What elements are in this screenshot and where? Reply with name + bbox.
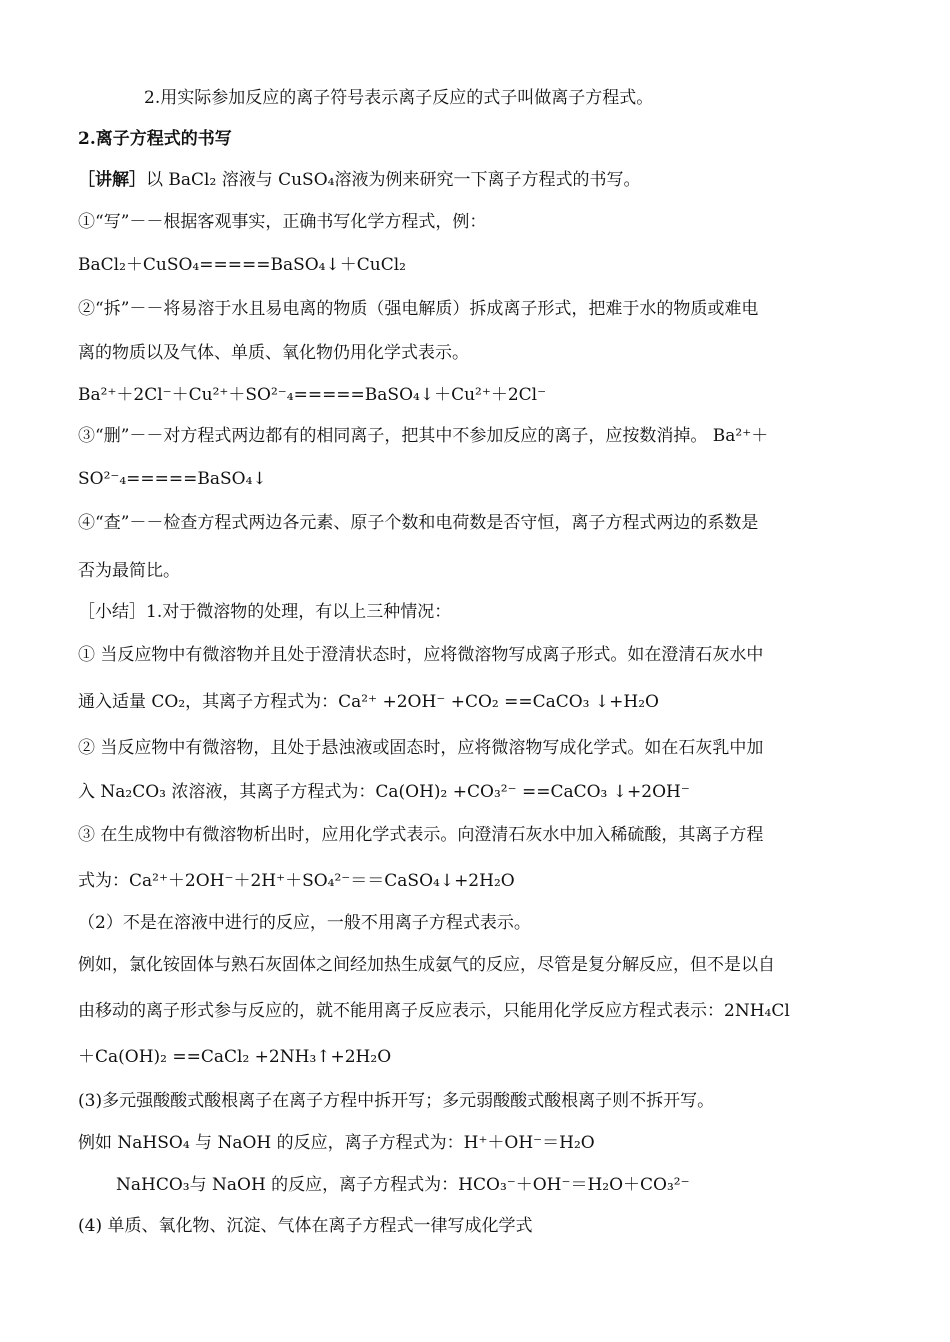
equation-line: 入 Na₂CO₃ 浓溶液，其离子方程式为：Ca(OH)₂ +CO₃²⁻ ==CaCO₃ ↓+2OH⁻ <box>78 782 690 802</box>
section-heading: 2.离子方程式的书写 <box>78 129 232 149</box>
text-line: 否为最简比。 <box>78 561 180 581</box>
equation-line: 通入适量 CO₂，其离子方程式为：Ca²⁺ +2OH⁻ +CO₂ ==CaCO₃ ↓+H₂O <box>78 692 659 712</box>
text-line: ② 当反应物中有微溶物，且处于悬浊液或固态时，应将微溶物写成化学式。如在石灰乳中加 <box>78 738 764 758</box>
equation-line: 例如 NaHSO₄ 与 NaOH 的反应，离子方程式为：H⁺＋OH⁻＝H₂O <box>78 1133 595 1153</box>
text-line: 例如，氯化铵固体与熟石灰固体之间经加热生成氨气的反应，尽管是复分解反应，但不是以自 <box>78 955 775 975</box>
text-line: ①“写”－－根据客观事实，正确书写化学方程式，例： <box>78 212 487 232</box>
text-line: ②“拆”－－将易溶于水且易电离的物质（强电解质）拆成离子形式，把难于水的物质或难电 <box>78 299 759 319</box>
text-line: 由移动的离子形式参与反应的，就不能用离子反应表示，只能用化学反应方程式表示：2NH₄Cl <box>78 1001 790 1021</box>
text-line: ③ 在生成物中有微溶物析出时，应用化学式表示。向澄清石灰水中加入稀硫酸，其离子方程 <box>78 825 764 845</box>
label-explanation: ［讲解］ <box>78 170 146 190</box>
equation-line: ＋Ca(OH)₂ ==CaCl₂ +2NH₃↑+2H₂O <box>78 1047 392 1067</box>
equation-line: Ba²⁺＋2Cl⁻＋Cu²⁺＋SO²⁻₄=====BaSO₄↓＋Cu²⁺＋2Cl⁻ <box>78 385 547 405</box>
text-line: (3)多元强酸酸式酸根离子在离子方程中拆开写；多元弱酸酸式酸根离子则不拆开写。 <box>78 1091 715 1111</box>
text-line: 2.用实际参加反应的离子符号表示离子反应的式子叫做离子方程式。 <box>144 88 654 108</box>
equation-line: NaHCO₃与 NaOH 的反应，离子方程式为：HCO₃⁻＋OH⁻＝H₂O＋CO₃²⁻ <box>116 1175 690 1195</box>
text-line: ③“删”－－对方程式两边都有的相同离子，把其中不参加反应的离子，应按数消掉。 Ba²⁺＋ <box>78 426 769 446</box>
text-line: (4) 单质、氧化物、沉淀、气体在离子方程式一律写成化学式 <box>78 1216 533 1236</box>
text-line: ④“查”－－检查方程式两边各元素、原子个数和电荷数是否守恒，离子方程式两边的系数是 <box>78 513 759 533</box>
text-line: 离的物质以及气体、单质、氧化物仍用化学式表示。 <box>78 343 469 363</box>
equation-line: 式为：Ca²⁺＋2OH⁻＋2H⁺＋SO₄²⁻＝＝CaSO₄↓+2H₂O <box>78 871 515 891</box>
text-line <box>78 168 640 192</box>
equation-line: SO²⁻₄=====BaSO₄↓ <box>78 469 267 489</box>
text-line: （2）不是在溶液中进行的反应，一般不用离子方程式表示。 <box>78 913 531 933</box>
text-line: ① 当反应物中有微溶物并且处于澄清状态时，应将微溶物写成离子形式。如在澄清石灰水中 <box>78 645 764 665</box>
summary-line: ［小结］1.对于微溶物的处理，有以上三种情况： <box>78 602 452 622</box>
text-span: 以 BaCl₂ 溶液与 CuSO₄溶液为例来研究一下离子方程式的书写。 <box>146 170 641 190</box>
equation-line: BaCl₂＋CuSO₄=====BaSO₄↓＋CuCl₂ <box>78 255 406 275</box>
